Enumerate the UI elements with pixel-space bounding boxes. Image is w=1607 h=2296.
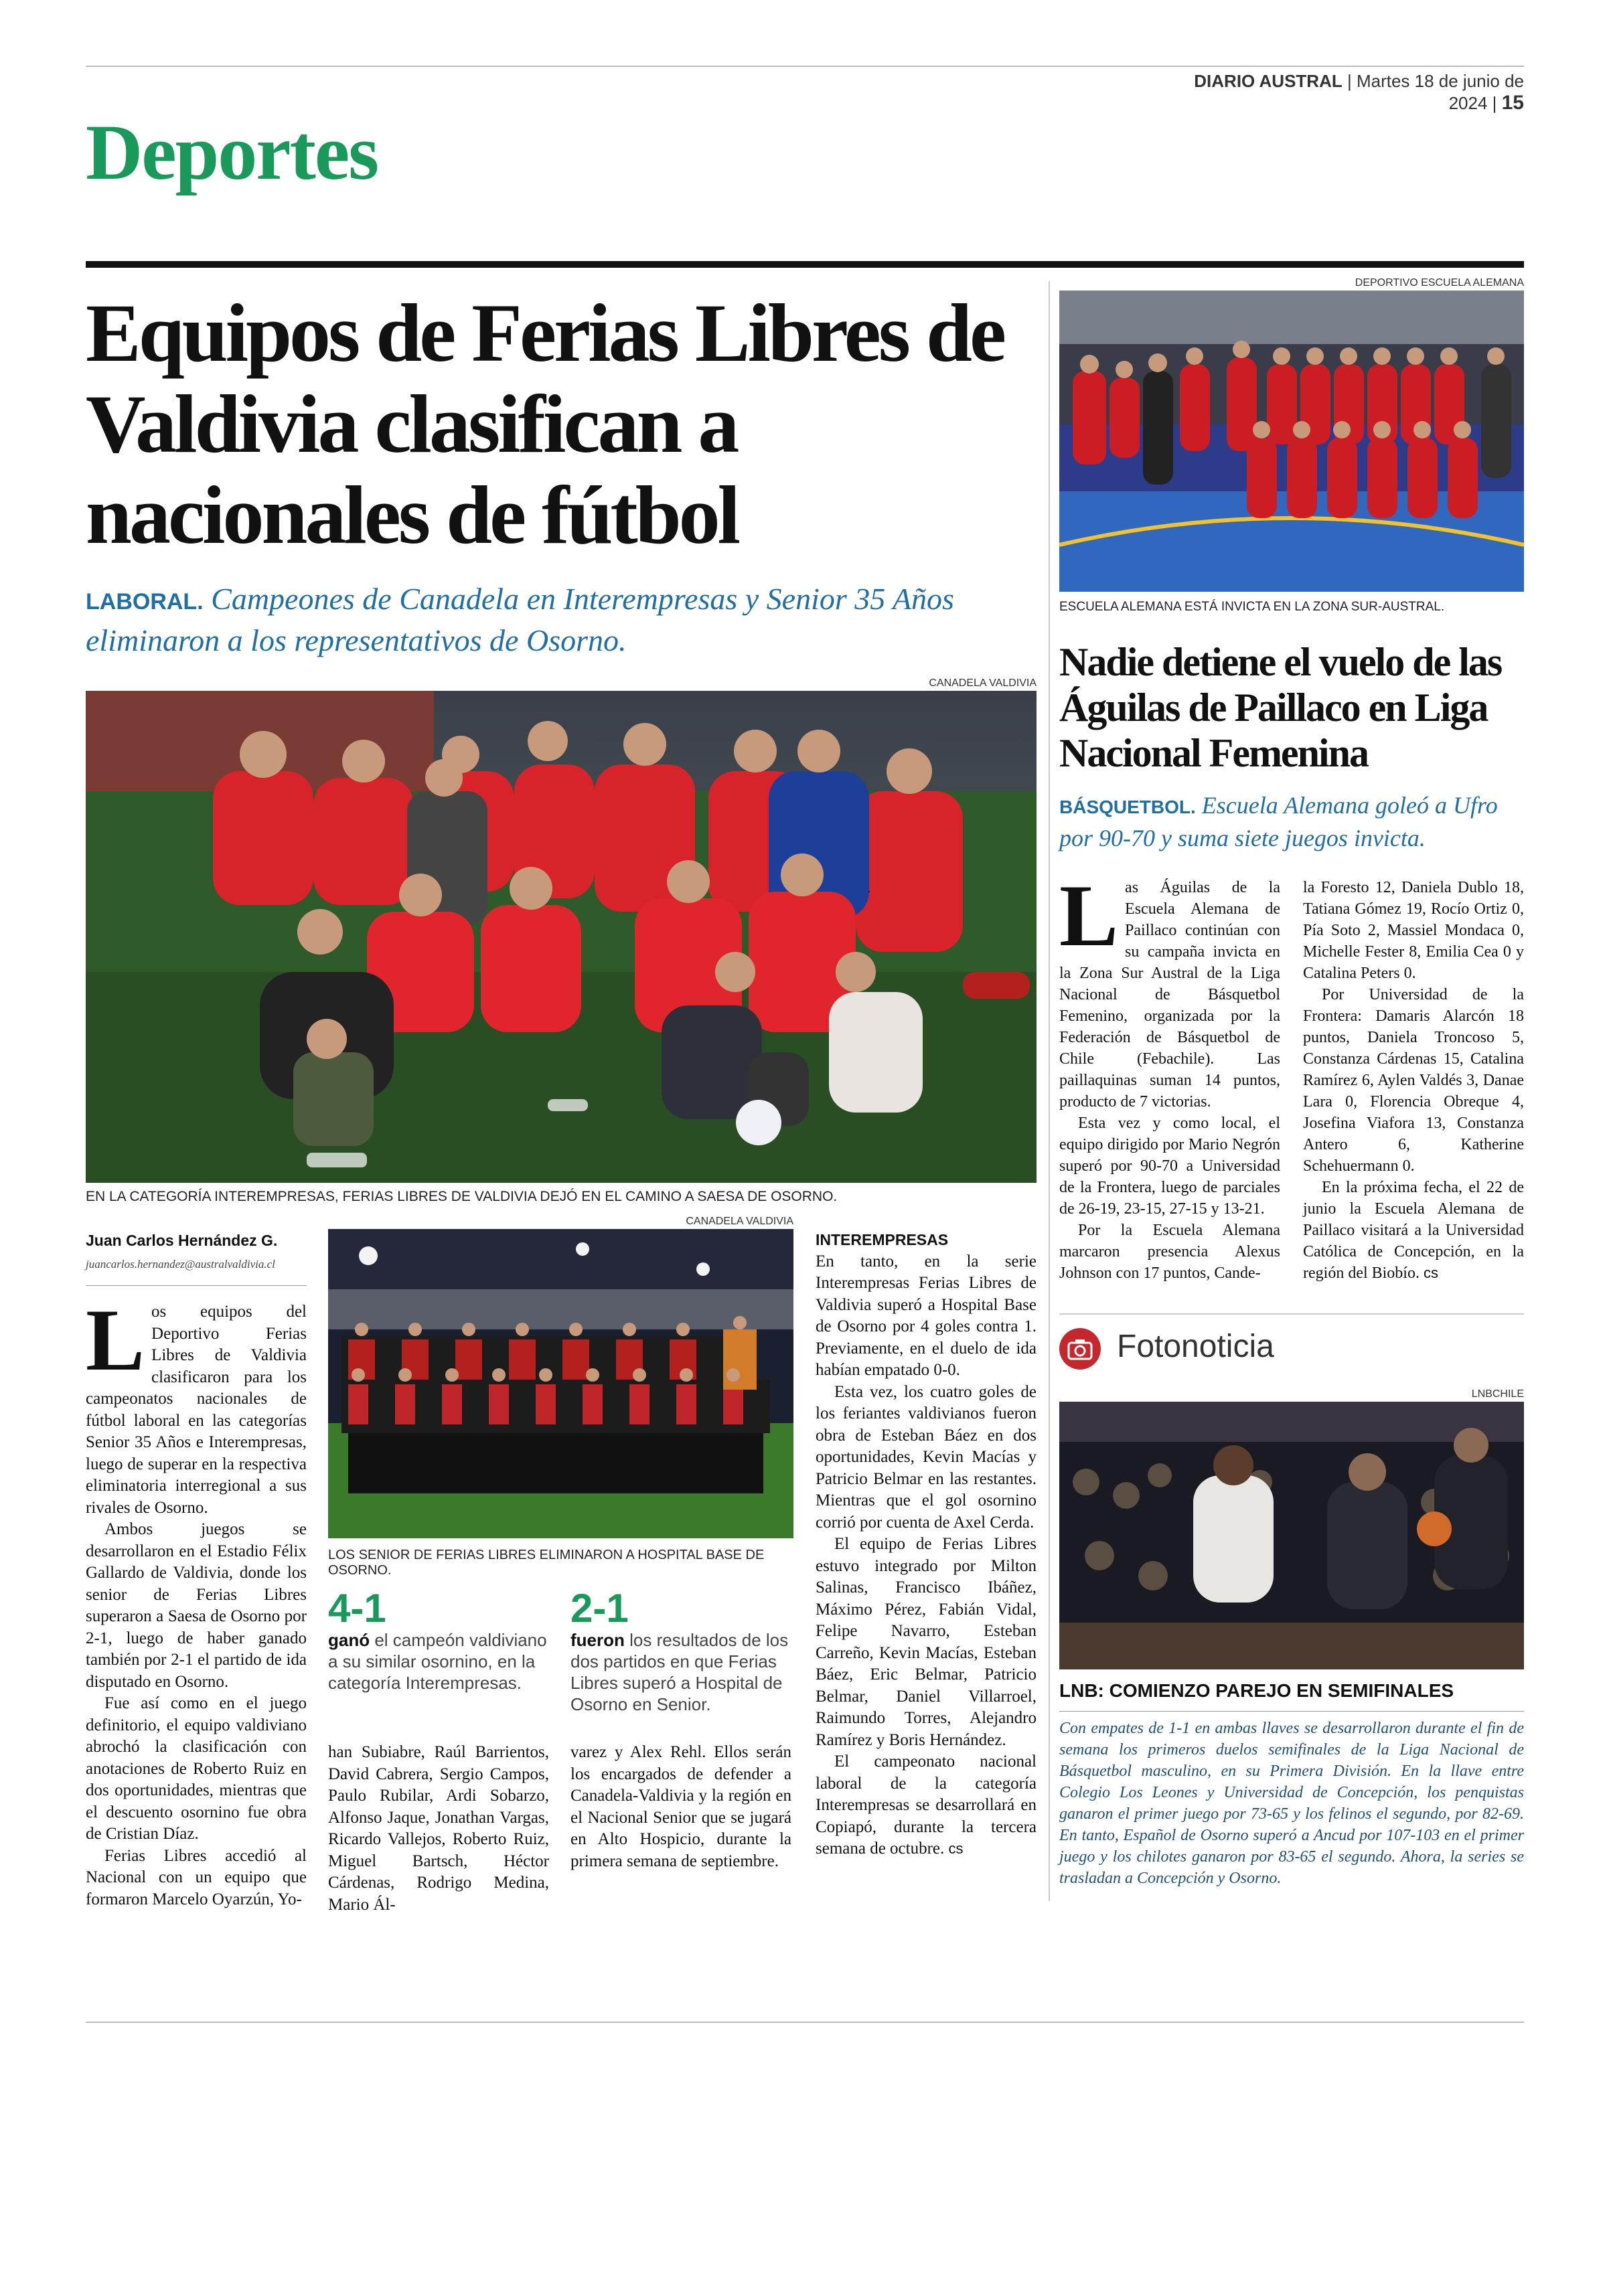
- page-number: 15: [1501, 92, 1524, 114]
- stat-2-bold: fueron: [570, 1630, 625, 1650]
- photo1-credit: CANADELA VALDIVIA: [929, 677, 1037, 689]
- basketball-action-photo: [1059, 1402, 1524, 1669]
- stat-1-number: 4-1: [328, 1586, 386, 1631]
- stat-box-2: [570, 1588, 791, 1715]
- main-column-1: [86, 1291, 307, 1910]
- stat-1-body: el campeón valdiviano a su similar osornino, en la categoría Interempresas.: [328, 1630, 547, 1693]
- side-paragraph-4: la Foresto 12, Daniela Dublo 18, Tatiana Gómez 19, Rocío Ortiz 0, Pía Soto 2, Massiel Mondaca 0, Michelle Fester 8, Emilia Cea 0 y Catalina Peters 0.: [1303, 879, 1524, 982]
- side-paragraph-6: [1303, 1177, 1524, 1284]
- side-end-mark: cs: [1423, 1264, 1438, 1281]
- bottom-rule: [86, 2022, 1524, 2023]
- stat-1-bold: ganó: [328, 1630, 370, 1650]
- masthead: [1152, 71, 1524, 114]
- main-column-2-text: han Subiabre, Raúl Barrientos, David Cabrera, Sergio Campos, Paulo Rubilar, Ardi Sobarzo, Alfonso Jaque, Jonathan Vargas, Ricardo Vallejos, Roberto Ruiz, Miguel Bartsch, Héctor Cárdenas, Rodrigo Medina, Mario Ál-: [328, 1743, 549, 1914]
- main-subtitle: [86, 580, 1037, 660]
- end-mark: cs: [948, 1840, 964, 1857]
- stat-2-text: [570, 1629, 791, 1715]
- team-photo-image: [86, 691, 1037, 1183]
- fotonoticia-title: Fotonoticia: [1117, 1329, 1274, 1364]
- side-column-b: [1303, 877, 1524, 1284]
- column-divider: [1049, 281, 1050, 1901]
- team-photo-senior-image: [328, 1229, 793, 1538]
- main-column-4-p4: [816, 1751, 1037, 1860]
- fotonoticia-credit: LNBCHILE: [1471, 1388, 1524, 1400]
- main-column-4-p1: En tanto, en la serie Interempresas Ferias Libres de Valdivia superó a Hospital Base de Osorno por 4 goles contra 1. Previamente, en el duelo de ida habían empatado 0-0.: [816, 1252, 1037, 1379]
- side-subtitle: [1059, 790, 1528, 853]
- basketball-action-image: [1059, 1402, 1524, 1669]
- main-paragraph-4: Ferias Libres accedió al Nacional con un equipo que formaron Marcelo Oyarzún, Yo-: [86, 1846, 307, 1908]
- byline: [86, 1232, 307, 1271]
- camera-icon: [1059, 1328, 1101, 1370]
- main-paragraph-1-text: os equipos del Deportivo Ferias Libres de Valdivia clasificaron para los campeonatos nacionales de fútbol laboral en las categorías Senior 35 Años e Interempresas, luego de superar en la respectiva eliminatoria interregional a sus rivales de Osorno.: [86, 1303, 307, 1517]
- main-column-3: [570, 1742, 791, 1872]
- lnb-text: Con empates de 1-1 en ambas llaves se desarrollaron durante el fin de semana los primeros duelos semifinales de la Liga Nacional de Básquetbol masculino, en su Primera División. En la llave entre Colegio Los Leones y Universidad de Concepción, los penquistas ganaron el primer juego por 73-65 y los felinos el segundo, por 82-69. En tanto, Español de Osorno superó a Ancud por 107-103 en el primer juego y los chilotes ganaron por 83-65 el segundo. Ahora, la series se trasladan a Concepción y Osorno.: [1059, 1720, 1524, 1887]
- stat-2-number: 2-1: [570, 1586, 629, 1631]
- stat-2-body: los resultados de los dos partidos en que Ferias Libres superó a Hospital de Osorno en Senior.: [570, 1630, 789, 1714]
- side-subtitle-text: Escuela Alemana goleó a Ufro por 90-70 y suma siete juegos invicta.: [1059, 792, 1498, 851]
- masthead-paper: DIARIO AUSTRAL: [1194, 71, 1343, 91]
- side-paragraph-1-text: as Águilas de la Escuela Alemana de Paillaco continúan con su campaña invicta en la Zona Sur Austral de la Liga Nacional de Básquetbol Femenino, organizada por la Federación de Básquetbol de Chile (Febachile). Las paillaquinas suman 14 puntos, producto de 7 victorias.: [1059, 879, 1280, 1111]
- main-column-4-p4-text: El campeonato nacional laboral de la categoría Interempresas se desarrollará en Copiapó, durante la tercera semana de octubre.: [816, 1752, 1037, 1858]
- stat-1-text: [328, 1629, 549, 1694]
- side-paragraph-1: [1059, 866, 1280, 1113]
- main-column-4: [816, 1229, 1037, 1860]
- main-column-3-text: varez y Alex Rehl. Ellos serán los encargados de defender a Canadela-Valdivia y la región en el Nacional Senior que se jugará en Alto Hospicio, durante la primera semana de septiembre.: [570, 1743, 791, 1870]
- side-kicker: BÁSQUETBOL.: [1059, 797, 1196, 817]
- fotonoticia-header: [1059, 1325, 1524, 1372]
- lnb-rule: [1059, 1711, 1524, 1712]
- team-photo-interempresas: [86, 691, 1037, 1183]
- basketball-team-image: [1059, 291, 1524, 592]
- section-title: Deportes: [86, 108, 378, 196]
- byline-email: juancarlos.hernandez@australvaldivia.cl: [86, 1258, 275, 1270]
- main-paragraph-3: Fue así como en el juego definitorio, el equipo valdiviano abrochó la clasificación con anotaciones de Roberto Ruiz en dos oportunidades, mientras que el descuento osornino fue obra de Cristian Díaz.: [86, 1694, 307, 1843]
- side-column-a: [1059, 866, 1280, 1284]
- section-rule: [86, 261, 1524, 268]
- main-kicker: LABORAL.: [86, 589, 204, 614]
- main-paragraph-2: Ambos juegos se desarrollaron en el Estadio Félix Gallardo de Valdivia, donde los senior de Ferias Libres superaron a Saesa de Osorno por 2-1, luego de haber ganado también por 2-1 el partido de ida disputado en Osorno.: [86, 1520, 307, 1691]
- byline-rule: [86, 1285, 307, 1286]
- main-column-4-p3: El equipo de Ferias Libres estuvo integrado por Milton Salinas, Francisco Ibáñez, Máximo Pérez, Fabián Vidal, Felipe Navarro, Esteban Carreño, Kevin Macías, Esteban Báez, Eric Belmar, Patricio Belmar, Daniel Villarroel, Raimundo Torres, Alejandro Ramírez y Boris Hernández.: [816, 1535, 1037, 1749]
- team-photo-senior: [328, 1229, 793, 1538]
- main-paragraph-1: [86, 1291, 307, 1519]
- photo1-caption: EN LA CATEGORÍA INTEREMPRESAS, FERIAS LIBRES DE VALDIVIA DEJÓ EN EL CAMINO A SAESA DE OSORNO.: [86, 1189, 838, 1204]
- side-headline: Nadie detiene el vuelo de las Águilas de Paillaco en Liga Nacional Femenina: [1059, 640, 1502, 775]
- photo2-caption: LOS SENIOR DE FERIAS LIBRES ELIMINARON A HOSPITAL BASE DE OSORNO.: [328, 1548, 765, 1578]
- main-subtitle-text: Campeones de Canadela en Interempresas y Senior 35 Años eliminaron a los representativos de Osorno.: [86, 582, 954, 657]
- photo2-credit: CANADELA VALDIVIA: [686, 1216, 793, 1227]
- main-headline: Equipos de Ferias Libres de Valdivia clasifican a nacionales de fútbol: [86, 287, 1004, 561]
- side-paragraph-2: Esta vez y como local, el equipo dirigido por Mario Negrón superó por 90-70 a Universidad de la Frontera, luego de parciales de 26-19, 23-15, 27-15 y 13-21.: [1059, 1115, 1280, 1218]
- main-column-4-p2: Esta vez, los cuatro goles de los feriantes valdivianos fueron obra de Esteban Báez en dos oportunidades, Kevin Macías y Patricio Belmar en las restantes. Mientras que el gol osornino corrió por cuenta de Axel Cerda.: [816, 1382, 1037, 1532]
- masthead-separator: |: [1342, 71, 1357, 91]
- masthead-date: Martes 18 de junio de 2024: [1356, 71, 1524, 113]
- fotonoticia-rule: [1059, 1313, 1524, 1315]
- basketball-team-photo: [1059, 291, 1524, 592]
- main-column-2: [328, 1742, 549, 1916]
- byline-name: Juan Carlos Hernández G.: [86, 1232, 278, 1249]
- lnb-headline: LNB: COMIENZO PAREJO EN SEMIFINALES: [1059, 1680, 1454, 1701]
- top-rule: [86, 66, 1524, 67]
- side-dropcap: L: [1059, 866, 1119, 965]
- dropcap: L: [86, 1291, 145, 1389]
- stat-box-1: [328, 1588, 549, 1694]
- side-photo-credit: DEPORTIVO ESCUELA ALEMANA: [1355, 277, 1524, 289]
- side-paragraph-5: Por Universidad de la Frontera: Damaris Alarcón 18 puntos, Daniela Troncoso 5, Constanza Cárdenas 15, Catalina Ramírez 6, Aylen Valdés 3, Danae Lara 0, Florencia Obreque 4, Josefina Viafora 13, Constanza Antero 6, Katherine Schehuermann 0.: [1303, 986, 1524, 1175]
- interempresas-subhead: INTEREMPRESAS: [816, 1231, 949, 1248]
- side-paragraph-6-text: En la próxima fecha, el 22 de junio la Escuela Alemana de Paillaco visitará a la Universidad Católica de Concepción, en la región del Biobío.: [1303, 1179, 1524, 1282]
- masthead-separator: |: [1487, 93, 1502, 113]
- side-paragraph-3: Por la Escuela Alemana marcaron presencia Alexus Johnson con 17 puntos, Cande-: [1059, 1222, 1280, 1282]
- side-photo-caption: ESCUELA ALEMANA ESTÁ INVICTA EN LA ZONA SUR-AUSTRAL.: [1059, 600, 1445, 614]
